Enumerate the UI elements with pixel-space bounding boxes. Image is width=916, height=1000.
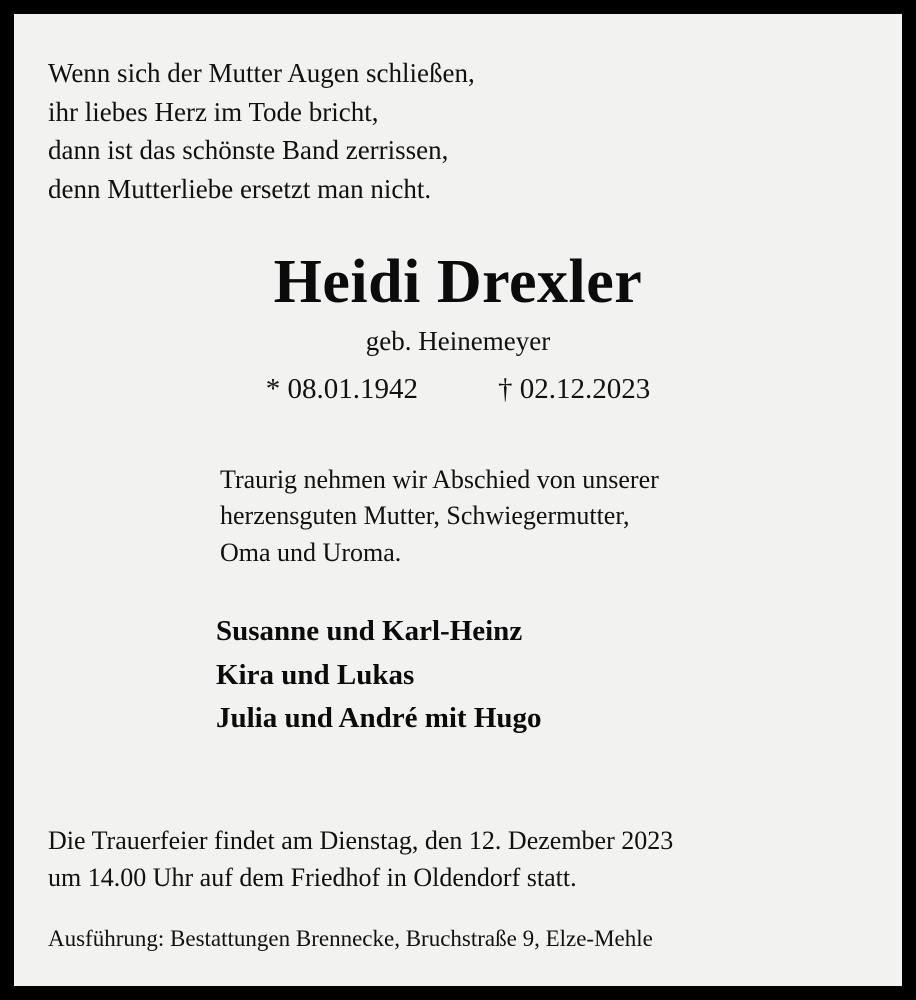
survivors-list — [216, 610, 868, 741]
life-dates — [48, 373, 868, 406]
poem-line-3: dann ist das schönste Band zerrissen, — [48, 135, 449, 166]
service-line-1: Die Trauerfeier findet am Dienstag, den 12. Dezember 2023 — [48, 826, 674, 856]
farewell-line-3: Oma und Uroma. — [220, 538, 402, 568]
maiden-name: geb. Heinemeyer — [365, 325, 551, 356]
survivors-line-2: Kira und Lukas — [216, 658, 415, 691]
survivors-line-3: Julia und André mit Hugo — [216, 702, 542, 735]
funeral-home-credit: Ausführung: Bestattungen Brennecke, Bruchstraße 9, Elze-Mehle — [48, 926, 653, 951]
service-line-2: um 14.00 Uhr auf dem Friedhof in Oldendorf statt. — [48, 862, 577, 892]
death-date: † 02.12.2023 — [498, 372, 651, 405]
poem-line-1: Wenn sich der Mutter Augen schließen, — [48, 58, 475, 88]
farewell-line-2: herzensguten Mutter, Schwiegermutter, — [220, 501, 630, 531]
poem-verse — [48, 54, 868, 208]
birth-date: * 08.01.1942 — [265, 372, 418, 405]
deceased-name: Heidi Drexler — [273, 248, 643, 317]
poem-line-4: denn Mutterliebe ersetzt man nicht. — [48, 173, 432, 204]
deceased-name-block — [48, 250, 868, 405]
obituary-frame — [11, 11, 905, 989]
poem-line-2: ihr liebes Herz im Tode bricht, — [48, 96, 379, 127]
farewell-line-1: Traurig nehmen wir Abschied von unserer — [220, 464, 659, 494]
farewell-message — [220, 462, 868, 573]
funeral-service-details — [48, 823, 868, 896]
survivors-line-1: Susanne und Karl-Heinz — [216, 615, 523, 648]
